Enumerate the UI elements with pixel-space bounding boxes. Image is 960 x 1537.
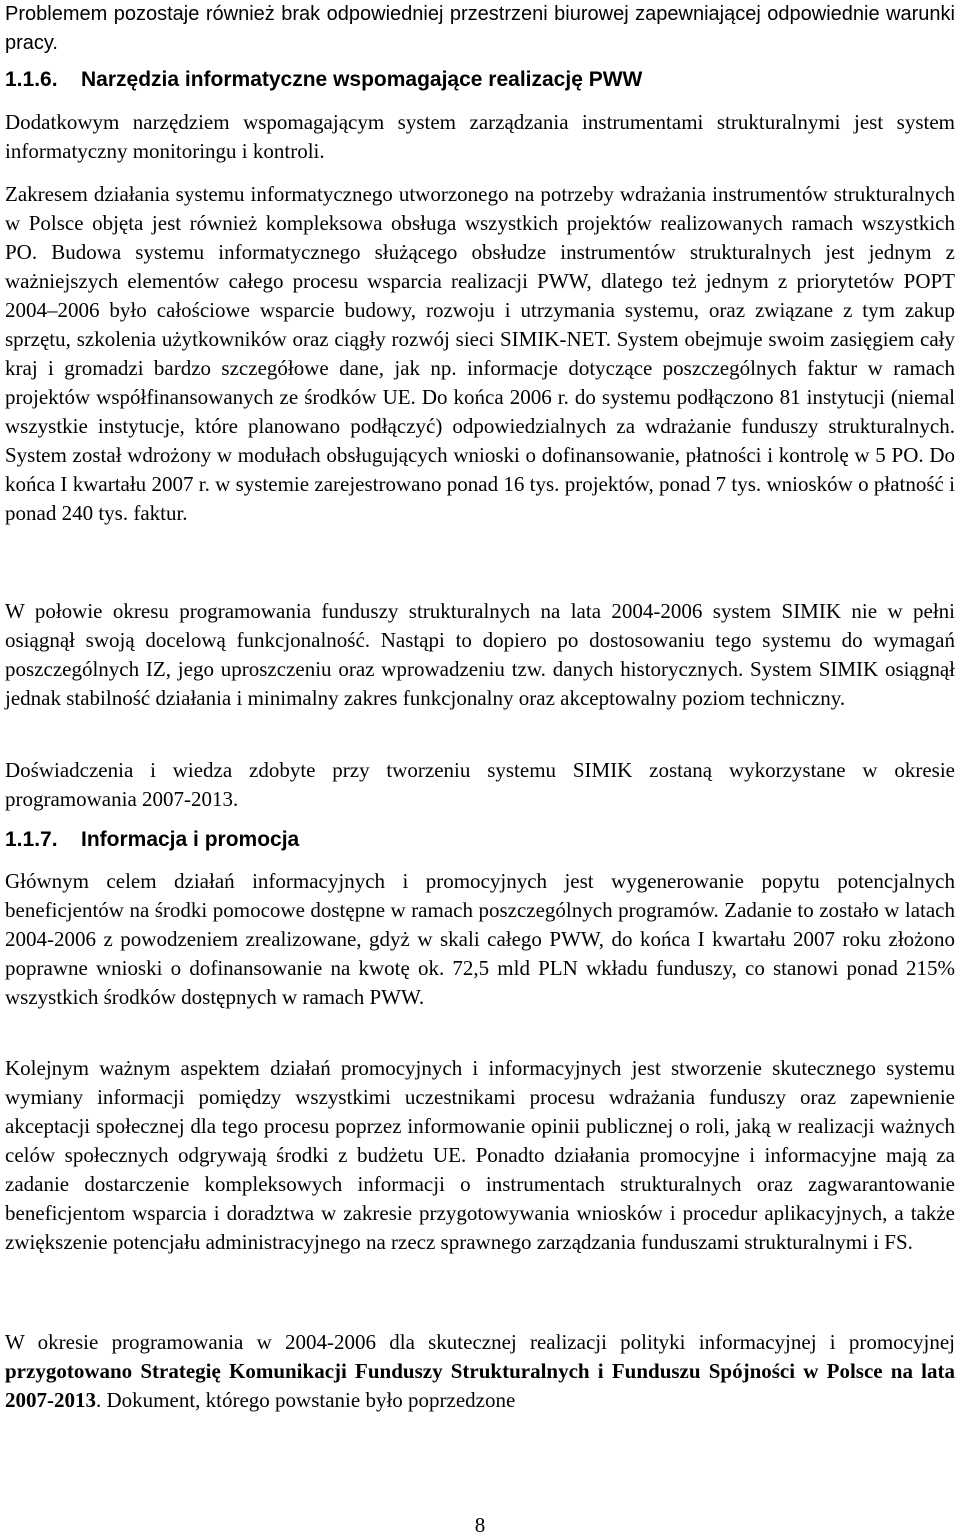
paragraph-text: . Dokument, którego powstanie było poprzedzone [96,1388,516,1412]
paragraph: Głównym celem działań informacyjnych i promocyjnych jest wygenerowanie popytu potencjalnych beneficjentów na środki pomocowe dostępne w ramach poszczególnych programów. Zadanie to zostało w latach 2004-2006 z powodzeniem zrealizowane, gdyż w skali całego PWW, do końca I kwartału 2007 roku złożono poprawne wnioski o dofinansowanie na kwotę ok. 72,5 mld PLN wkładu funduszy, co stanowi ponad 215% wszystkich środków dostępnych w ramach PWW. [5,869,955,1009]
section-title: Informacja i promocja [81,828,300,851]
section-1-1-6-intro [5,108,955,166]
section-1-1-6-body [5,180,955,528]
paragraph-emphasis: przygotowano Strategię Komunikacji Funduszy Strukturalnych i Funduszu Spójności w Polsce na lata 2007-2013 [5,1359,955,1412]
section-number: 1.1.7. [5,828,58,851]
page-number: 8 [474,1513,486,1537]
section-heading [5,65,955,94]
paragraph: Doświadczenia i wiedza zdobyte przy tworzeniu systemu SIMIK zostaną wykorzystane w okresie programowania 2007-2013. [5,758,955,811]
section-1-1-7-strategy [5,1328,955,1415]
paragraph: Dodatkowym narzędziem wspomagającym system zarządzania instrumentami strukturalnymi jest system informatyczny monitoringu i kontroli. [5,110,955,163]
section-1-1-7-goal [5,867,955,1012]
section-title: Narzędzia informatyczne wspomagające realizację PWW [81,68,643,91]
intro-block [5,0,955,58]
paragraph: Kolejnym ważnym aspektem działań promocyjnych i informacyjnych jest stworzenie skutecznego systemu wymiany informacji pomiędzy wszystkimi uczestnikami procesu wdrażania funduszy oraz zapewnienie akceptacji społecznej dla tego procesu poprzez informowanie opinii publicznej o roli, jaką w realizacji ważnych celów społecznych odgrywają środki z budżetu UE. Ponadto działania promocyjne i informacyjne mają za zadanie dostarczenie kompleksowych informacji o instrumentach strukturalnych oraz zagwarantowanie beneficjentom wsparcia i doradztwa w zakresie przygotowywania wniosków i procedur aplikacyjnych, a także zwiększenie potencjału administracyjnego na rzecz sprawnego zarządzania funduszami strukturalnymi i FS. [5,1056,955,1254]
section-1-1-6 [5,65,955,94]
section-number: 1.1.6. [5,68,58,91]
section-1-1-7 [5,825,955,854]
section-1-1-6-simik [5,597,955,713]
paragraph-text: W okresie programowania w 2004-2006 dla skutecznej realizacji polityki informacyjnej i promocyjnej [5,1330,955,1354]
section-1-1-6-outcome [5,756,955,814]
paragraph: W połowie okresu programowania funduszy strukturalnych na lata 2004-2006 system SIMIK nie w pełni osiągnął swoją docelową funkcjonalność. Nastąpi to dopiero po dostosowaniu tego systemu do wymagań poszczególnych IZ, jego uproszczeniu oraz wprowadzeniu tzw. danych historycznych. System SIMIK osiągnął jednak stabilność działania i minimalny zakres funkcjonalny oraz akceptowalny poziom techniczny. [5,599,955,710]
section-heading [5,825,955,854]
intro-paragraph: Problemem pozostaje również brak odpowiedniej przestrzeni biurowej zapewniającej odpowiednie warunki pracy. [5,3,955,54]
paragraph [5,1328,955,1415]
section-1-1-7-aspect [5,1054,955,1257]
paragraph: Zakresem działania systemu informatycznego utworzonego na potrzeby wdrażania instrumentów strukturalnych w Polsce objęta jest również kompleksowa obsługa wszystkich projektów realizowanych ramach wszystkich PO. Budowa systemu informatycznego służącego obsłudze instrumentów strukturalnych jest jednym z ważniejszych elementów całego procesu wsparcia realizacji PWW, dlatego też jednym z priorytetów POPT 2004–2006 było całościowe wsparcie budowy, rozwoju i utrzymania systemu, oraz związane z tym zakup sprzętu, szkolenia użytkowników oraz ciągły rozwój sieci SIMIK-NET. System obejmuje swoim zasięgiem cały kraj i gromadzi bardzo szczegółowe dane, jak np. informacje dotyczące poszczególnych faktur w ramach projektów współfinansowanych ze środków UE. Do końca 2006 r. do systemu podłączono 81 instytucji (niemal wszystkie instytucje, które planowano podłączyć) odpowiedzialnych za wdrażanie funduszy strukturalnych. System został wdrożony w modułach obsługujących wnioski o dofinansowanie, płatności i kontrolę w 5 PO. Do końca I kwartału 2007 r. w systemie zarejestrowano ponad 16 tys. projektów, ponad 7 tys. wniosków o płatność i ponad 240 tys. faktur. [5,182,955,525]
